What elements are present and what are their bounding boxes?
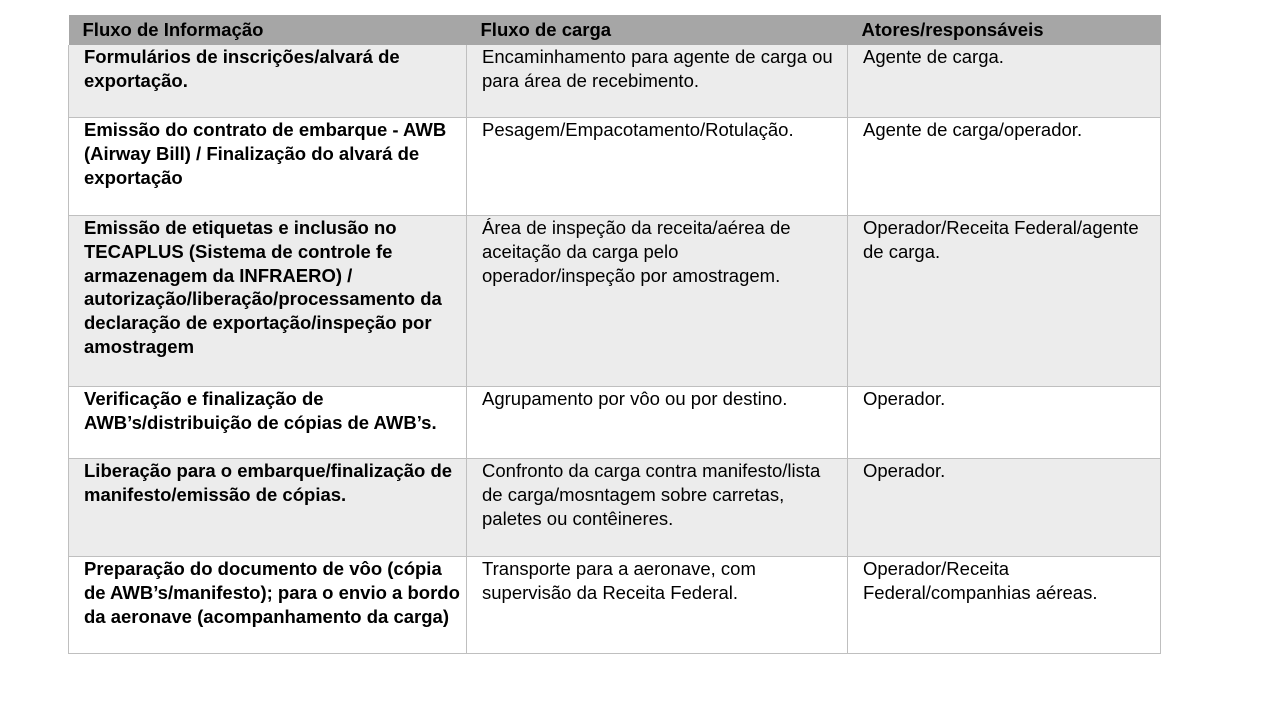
cell-info: Emissão do contrato de embarque - AWB (Airway Bill) / Finalização do alvará de exportação	[69, 118, 467, 216]
cell-atores: Operador.	[848, 459, 1161, 557]
cell-carga: Transporte para a aeronave, com supervisão da Receita Federal.	[467, 557, 848, 654]
cell-atores: Operador.	[848, 387, 1161, 459]
table-header-row	[69, 15, 1161, 45]
cell-info: Verificação e finalização de AWB’s/distribuição de cópias de AWB’s.	[69, 387, 467, 459]
cell-carga: Encaminhamento para agente de carga ou para área de recebimento.	[467, 45, 848, 118]
header-fluxo-informacao: Fluxo de Informação	[69, 15, 467, 45]
table-row	[69, 387, 1161, 459]
cell-info: Emissão de etiquetas e inclusão no TECAPLUS (Sistema de controle fe armazenagem da INFRAERO) / autorização/liberação/processamento da declaração de exportação/inspeção por amostragem	[69, 216, 467, 387]
cell-atores: Operador/Receita Federal/agente de carga.	[848, 216, 1161, 387]
cell-info: Preparação do documento de vôo (cópia de AWB’s/manifesto); para o envio a bordo da aeronave (acompanhamento da carga)	[69, 557, 467, 654]
cell-carga: Confronto da carga contra manifesto/lista de carga/mosntagem sobre carretas, paletes ou contêineres.	[467, 459, 848, 557]
table-row	[69, 118, 1161, 216]
table-row	[69, 557, 1161, 654]
cell-carga: Pesagem/Empacotamento/Rotulação.	[467, 118, 848, 216]
cargo-flow-table	[68, 15, 1161, 654]
header-fluxo-carga: Fluxo de carga	[467, 15, 848, 45]
cell-carga: Agrupamento por vôo ou por destino.	[467, 387, 848, 459]
cell-atores: Operador/Receita Federal/companhias aéreas.	[848, 557, 1161, 654]
table-row	[69, 45, 1161, 118]
table-row	[69, 216, 1161, 387]
cell-carga: Área de inspeção da receita/aérea de aceitação da carga pelo operador/inspeção por amostragem.	[467, 216, 848, 387]
table-row	[69, 459, 1161, 557]
cell-info: Formulários de inscrições/alvará de exportação.	[69, 45, 467, 118]
cell-atores: Agente de carga/operador.	[848, 118, 1161, 216]
cell-atores: Agente de carga.	[848, 45, 1161, 118]
header-atores: Atores/responsáveis	[848, 15, 1161, 45]
cell-info: Liberação para o embarque/finalização de manifesto/emissão de cópias.	[69, 459, 467, 557]
